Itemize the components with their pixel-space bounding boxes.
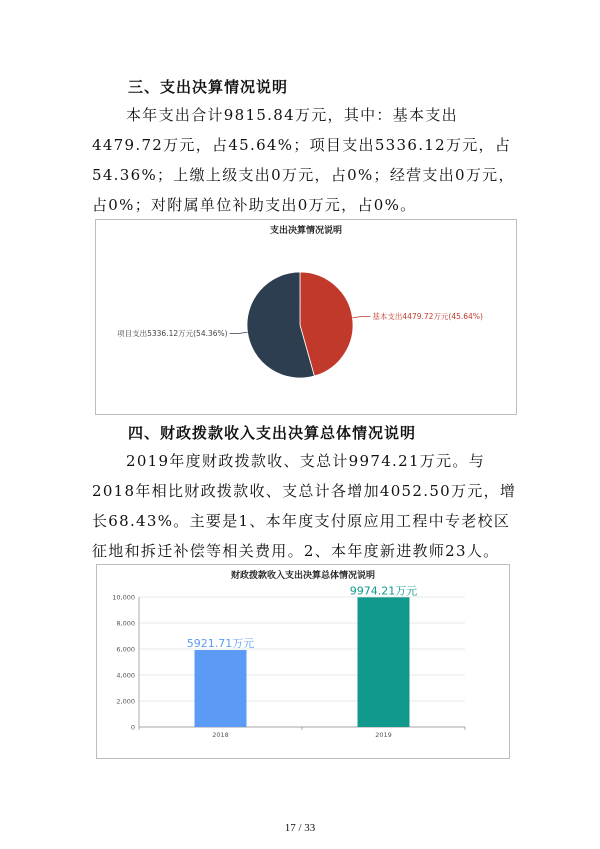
bar [195,650,247,727]
section4-paragraph [92,446,524,566]
bar-chart-svg [97,565,509,758]
pie-chart [95,219,517,415]
pie-chart-svg [96,220,516,414]
x-tick-label: 2019 [375,731,392,739]
y-tick-label: 8,000 [116,619,135,628]
pie-leader-line [353,316,371,317]
paragraph-line: 长68.43%。主要是1、本年度支付原应用工程中专老校区 [92,512,511,530]
y-tick-label: 2,000 [116,697,135,706]
paragraph-line: 占0%；对附属单位补助支出0万元，占0%。 [92,196,417,214]
y-tick-label: 6,000 [116,645,135,654]
pie-leader-line [230,332,248,333]
paragraph-line: 4479.72万元，占45.64%；项目支出5336.12万元，占 [92,136,512,154]
bar [358,597,410,727]
pie-chart-title: 支出决算情况说明 [269,226,342,236]
pie-slice-label: 基本支出4479.72万元(45.64%) [372,311,483,321]
pie-slice-label: 项目支出5336.12万元(54.36%) [117,329,228,339]
paragraph-line: 征地和拆迁补偿等相关费用。2、本年度新进教师23人。 [92,542,500,560]
bar-data-label: 5921.71万元 [186,637,255,651]
page-number: 17 / 33 [284,822,316,834]
paragraph-line: 2019年度财政拨款收、支总计9974.21万元。与 [126,452,486,470]
y-tick-label: 4,000 [116,671,135,680]
x-tick-label: 2018 [212,731,229,739]
bar-chart [96,564,510,759]
y-tick-label: 10,000 [112,593,135,602]
section3-paragraph [92,100,524,220]
paragraph-line: 54.36%；上缴上级支出0万元，占0%；经营支出0万元， [92,166,515,184]
section4-heading: 四、财政拨款收入支出决算总体情况说明 [128,424,417,442]
section3-heading: 三、支出决算情况说明 [128,78,289,96]
y-tick-label: 0 [130,723,135,732]
bar-data-label: 9974.21万元 [349,584,418,598]
paragraph-line: 2018年相比财政拨款收、支总计各增加4052.50万元，增 [92,482,517,500]
paragraph-line: 本年支出合计9815.84万元，其中：基本支出 [126,106,458,124]
bar-chart-title: 财政拨款收入支出决算总体情况说明 [230,571,375,581]
